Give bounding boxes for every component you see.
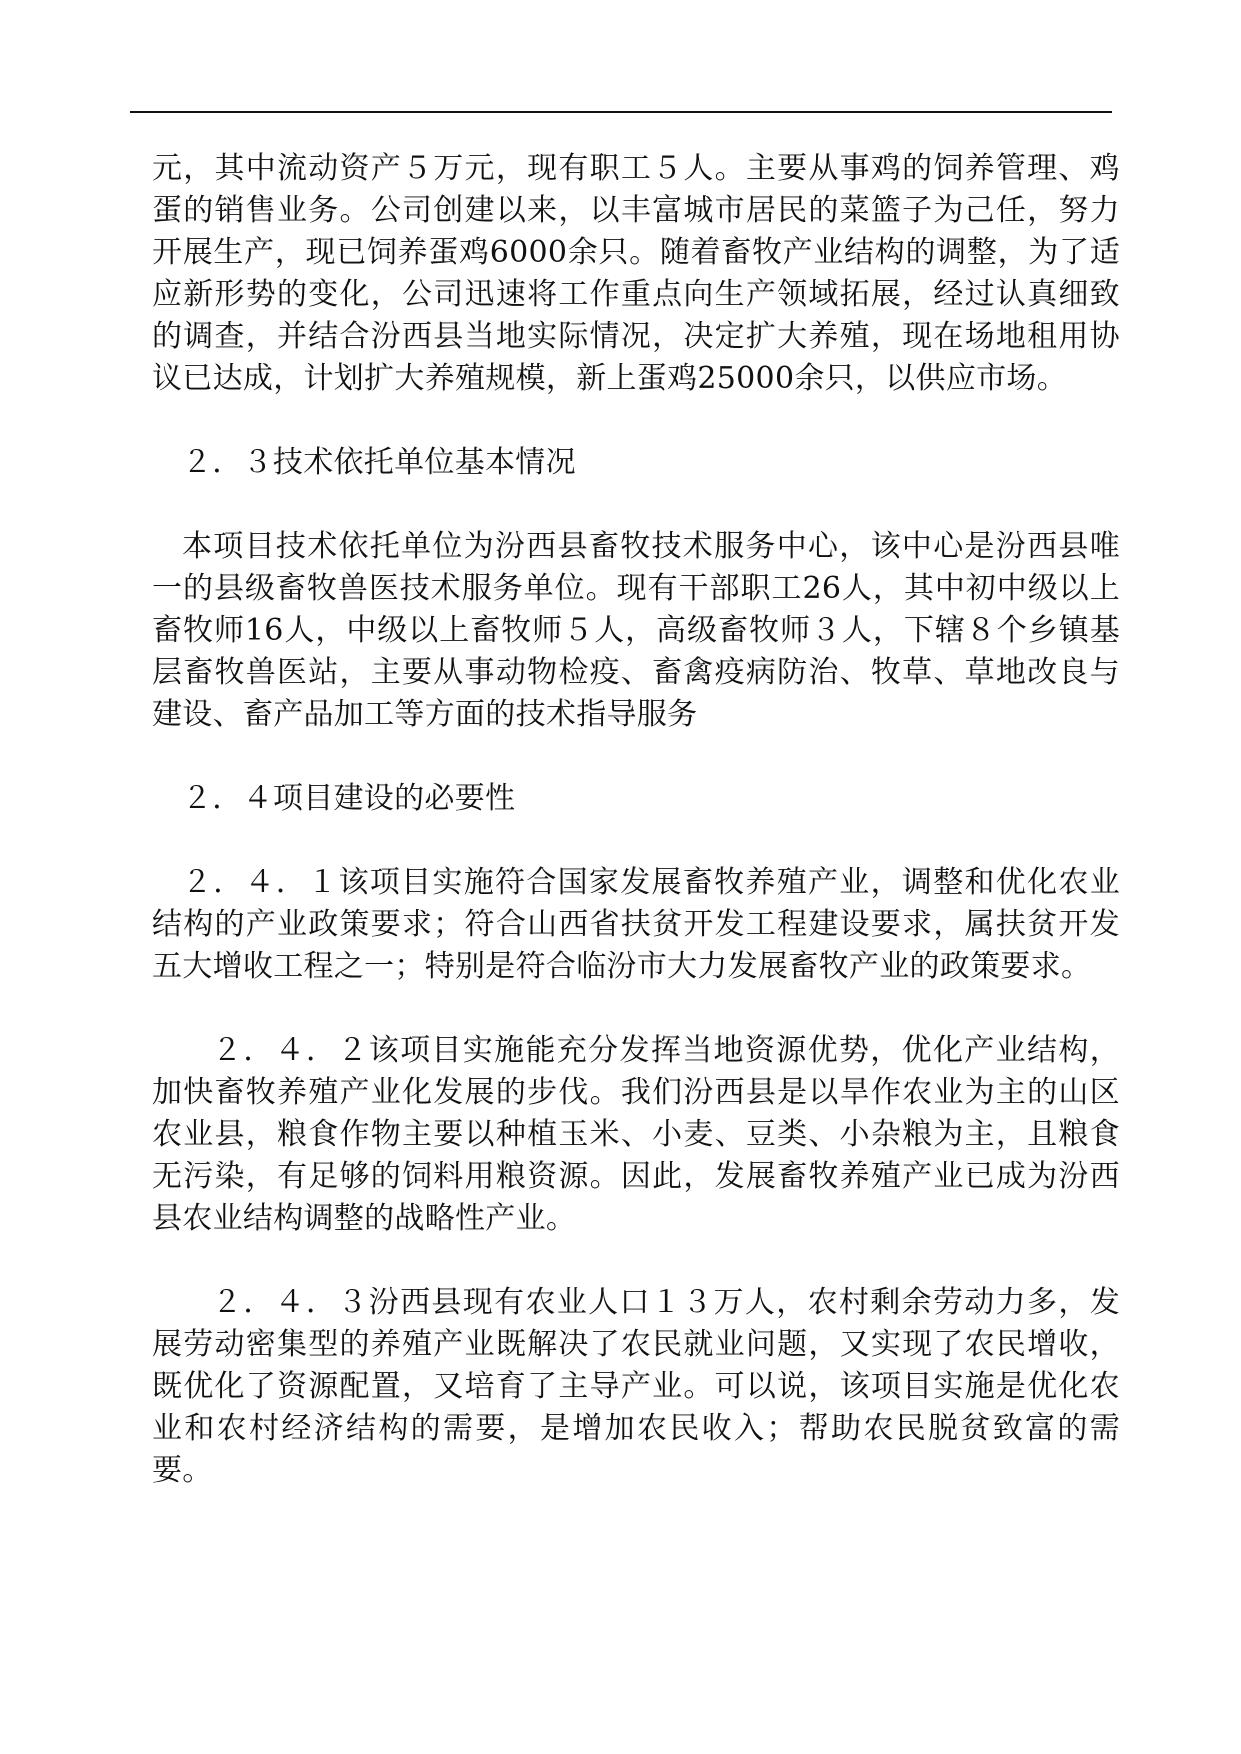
document-body <box>152 148 1120 1534</box>
header-rule <box>130 111 1112 113</box>
paragraph-necessity-2-4-1: ２．４．１该项目实施符合国家发展畜牧养殖产业，调整和优化农业结构的产业政策要求；符合山西省扶贫开发工程建设要求，属扶贫开发五大增收工程之一；特别是符合临汾市大力发展畜牧产业的政策要求。 <box>152 865 1120 984</box>
paragraph-intro-continuation: 元，其中流动资产５万元，现有职工５人。主要从事鸡的饲养管理、鸡蛋的销售业务。公司创建以来，以丰富城市居民的菜篮子为己任，努力开展生产，现已饲养蛋鸡6000余只。随着畜牧产业结构的调整，为了适应新形势的变化，公司迅速将工作重点向生产领域拓展，经过认真细致的调查，并结合汾西县当地实际情况，决定扩大养殖，现在场地租用协议已达成，计划扩大养殖规模，新上蛋鸡25000余只，以供应市场。 <box>152 151 1120 396</box>
paragraph-tech-support-unit: 本项目技术依托单位为汾西县畜牧技术服务中心，该中心是汾西县唯一的县级畜牧兽医技术服务单位。现有干部职工26人，其中初中级以上畜牧师16人，中级以上畜牧师５人，高级畜牧师３人，下辖８个乡镇基层畜牧兽医站，主要从事动物检疫、畜禽疫病防治、牧草、草地改良与建设、畜产品加工等方面的技术指导服务 <box>152 529 1120 732</box>
paragraph-necessity-2-4-3: ２．４．３汾西县现有农业人口１３万人，农村剩余劳动力多，发展劳动密集型的养殖产业既解决了农民就业问题，又实现了农民增收，既优化了资源配置，又培育了主导产业。可以说，该项目实施是优化农业和农村经济结构的需要，是增加农民收入；帮助农民脱贫致富的需要。 <box>152 1285 1120 1488</box>
section-heading-2-4: ２．４项目建设的必要性 <box>182 781 516 816</box>
paragraph-necessity-2-4-2: ２．４．２该项目实施能充分发挥当地资源优势，优化产业结构，加快畜牧养殖产业化发展的步伐。我们汾西县是以旱作农业为主的山区农业县，粮食作物主要以种植玉米、小麦、豆类、小杂粮为主，且粮食无污染，有足够的饲料用粮资源。因此，发展畜牧养殖产业已成为汾西县农业结构调整的战略性产业。 <box>152 1033 1120 1236</box>
section-heading-2-3: ２．３技术依托单位基本情况 <box>182 445 576 480</box>
